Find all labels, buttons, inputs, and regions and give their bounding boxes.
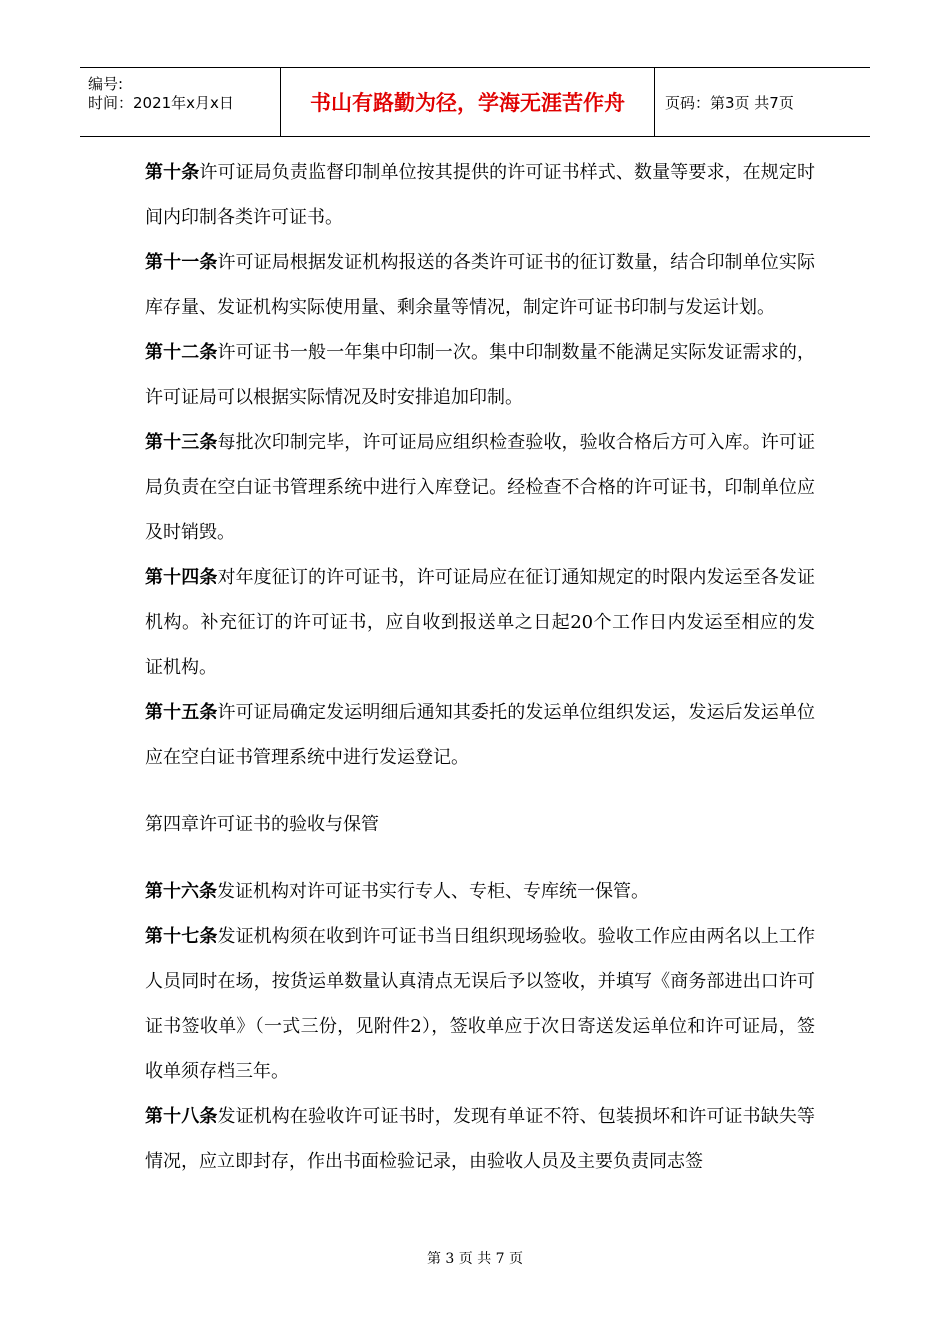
article-text: 许可证书一般一年集中印制一次。集中印制数量不能满足实际发证需求的，许可证局可以根据实际情况及时安排追加印制。 bbox=[145, 342, 816, 408]
article-11 bbox=[145, 240, 815, 330]
article-title: 第十五条 bbox=[145, 702, 218, 723]
article-text: 发证机构在验收许可证书时，发现有单证不符、包装损坏和许可证书缺失等情况，应立即封存，作出书面检验记录，由验收人员及主要负责同志签 bbox=[145, 1106, 816, 1172]
header-info-cell bbox=[80, 68, 281, 136]
page-footer: 第 3 页 共 7 页 bbox=[426, 1251, 524, 1267]
article-text: 许可证局负责监督印制单位按其提供的许可证书样式、数量等要求，在规定时间内印制各类许可证书。 bbox=[145, 162, 816, 228]
article-title: 第十二条 bbox=[145, 342, 218, 363]
article-15 bbox=[145, 690, 815, 780]
article-12 bbox=[145, 330, 815, 420]
header-page-info: 页码：第3页 共7页 bbox=[665, 93, 794, 112]
article-16 bbox=[145, 869, 815, 914]
article-text: 许可证局确定发运明细后通知其委托的发运单位组织发运，发运后发运单位应在空白证书管理系统中进行发运登记。 bbox=[145, 702, 816, 768]
article-text: 发证机构对许可证书实行专人、专柜、专库统一保管。 bbox=[217, 881, 649, 902]
article-title: 第十六条 bbox=[145, 881, 217, 902]
document-time-label: 时间：2021年x月x日 bbox=[88, 94, 234, 112]
spacer bbox=[145, 847, 815, 869]
document-body bbox=[145, 150, 815, 1184]
article-text: 发证机构须在收到许可证书当日组织现场验收。验收工作应由两名以上工作人员同时在场，按货运单数量认真清点无误后予以签收，并填写《商务部进出口许可证书签收单》（一式三份，见附件2），签收单应于次日寄送发运单位和许可证局，签收单须存档三年。 bbox=[145, 926, 816, 1082]
document-number-label: 编号: bbox=[88, 75, 124, 93]
spacer bbox=[145, 780, 815, 802]
article-title: 第十三条 bbox=[145, 432, 218, 453]
article-title: 第十四条 bbox=[145, 567, 218, 588]
article-10 bbox=[145, 150, 815, 240]
header-motto: 书山有路勤为径，学海无涯苦作舟 bbox=[281, 68, 655, 136]
article-14 bbox=[145, 555, 815, 690]
chapter-title: 第四章许可证书的验收与保管 bbox=[145, 814, 379, 835]
article-title: 第十一条 bbox=[145, 252, 218, 273]
header-table bbox=[80, 67, 870, 137]
article-title: 第十八条 bbox=[145, 1106, 218, 1127]
article-13 bbox=[145, 420, 815, 555]
article-17 bbox=[145, 914, 815, 1094]
article-18 bbox=[145, 1094, 815, 1184]
article-title: 第十条 bbox=[145, 162, 200, 183]
article-title: 第十七条 bbox=[145, 926, 218, 947]
article-text: 对年度征订的许可证书，许可证局应在征订通知规定的时限内发运至各发证机构。补充征订的许可证书，应自收到报送单之日起20个工作日内发运至相应的发证机构。 bbox=[145, 567, 816, 678]
article-text: 许可证局根据发证机构报送的各类许可证书的征订数量，结合印制单位实际库存量、发证机构实际使用量、剩余量等情况，制定许可证书印制与发运计划。 bbox=[145, 252, 816, 318]
article-text: 每批次印制完毕，许可证局应组织检查验收，验收合格后方可入库。许可证局负责在空白证书管理系统中进行入库登记。经检查不合格的许可证书，印制单位应及时销毁。 bbox=[145, 432, 816, 543]
